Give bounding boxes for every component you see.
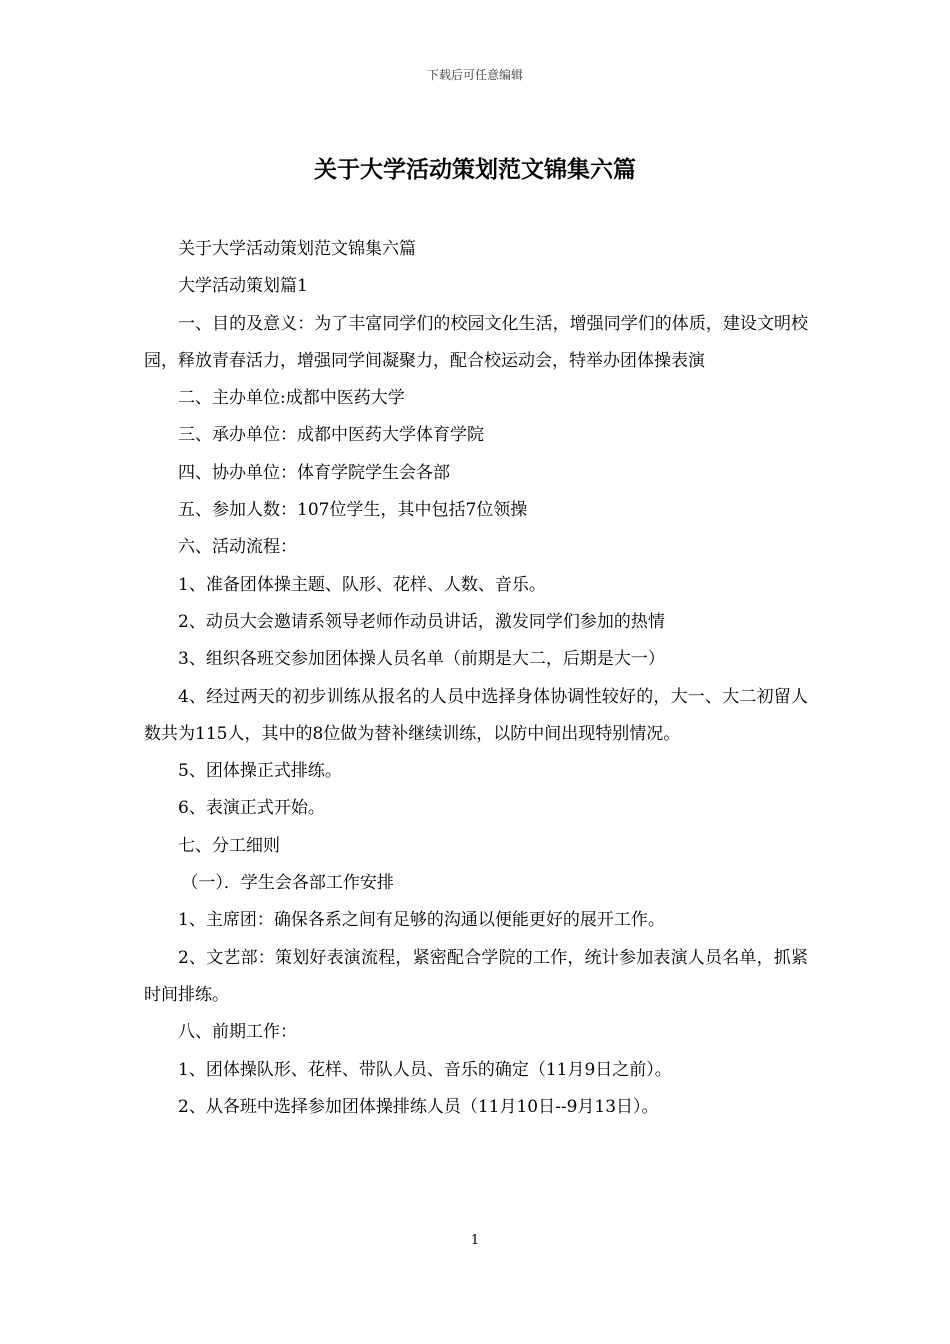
paragraph-arts-dept: 2、文艺部：策划好表演流程，紧密配合学院的工作，统计参加表演人员名单，抓紧时间排练。	[144, 947, 808, 1005]
paragraph-process-2: 2、动员大会邀请系领导老师作动员讲话，激发同学们参加的热情	[178, 611, 665, 632]
paragraph-undertaker: 三、承办单位：成都中医药大学体育学院	[178, 425, 484, 446]
paragraph-section-heading: 大学活动策划篇1	[178, 276, 308, 297]
paragraph-process-5: 5、团体操正式排练。	[178, 761, 342, 782]
paragraph-purpose: 一、目的及意义：为了丰富同学们的校园文化生活，增强同学们的体质，建设文明校园，释放青春活力，增强同学间凝聚力，配合校运动会，特举办团体操表演	[144, 313, 808, 371]
paragraph-division-heading: 七、分工细则	[178, 835, 280, 856]
paragraph-process-6: 6、表演正式开始。	[178, 798, 325, 819]
paragraph-process-heading: 六、活动流程：	[178, 537, 297, 558]
paragraph-subtitle: 关于大学活动策划范文锦集六篇	[178, 239, 416, 259]
paragraph-process-1: 1、准备团体操主题、队形、花样、人数、音乐。	[178, 574, 546, 595]
paragraph-preparation-1: 1、团体操队形、花样、带队人员、音乐的确定（11月9日之前）。	[178, 1059, 672, 1080]
paragraph-preparation-2: 2、从各班中选择参加团体操排练人员（11月10日--9月13日）。	[178, 1096, 659, 1117]
paragraph-organizer: 二、主办单位:成都中医药大学	[178, 388, 405, 409]
paragraph-process-4: 4、经过两天的初步训练从报名的人员中选择身体协调性较好的，大一、大二初留人数共为115人，其中的8位做为替补继续训练，以防中间出现特别情况。	[144, 686, 808, 744]
document-title: 关于大学活动策划范文锦集六篇	[314, 156, 636, 183]
paragraph-presidium: 1、主席团：确保各系之间有足够的沟通以便能更好的展开工作。	[178, 910, 665, 931]
paragraph-participants: 五、参加人数：107位学生，其中包括7位领操	[178, 500, 528, 521]
paragraph-co-organizer: 四、协办单位：体育学院学生会各部	[178, 462, 450, 483]
header-note: 下载后可任意编辑	[426, 68, 523, 82]
page-number: 1	[470, 1233, 480, 1248]
paragraph-student-union-heading: （一）．学生会各部工作安排	[181, 873, 394, 894]
paragraph-process-3: 3、组织各班交参加团体操人员名单（前期是大二，后期是大一）	[178, 649, 665, 670]
document-body	[144, 231, 808, 1126]
paragraph-preparation-heading: 八、前期工作：	[178, 1022, 297, 1043]
